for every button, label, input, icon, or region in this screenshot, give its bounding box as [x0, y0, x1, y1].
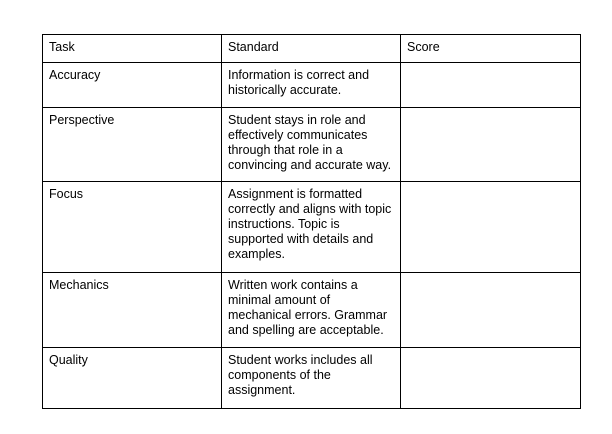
task-cell: Perspective	[43, 108, 222, 182]
score-cell	[401, 108, 581, 182]
score-cell	[401, 348, 581, 409]
standard-cell: Written work contains a minimal amount of mechanical errors. Grammar and spelling are acceptable.	[222, 273, 401, 348]
score-cell	[401, 273, 581, 348]
task-cell: Accuracy	[43, 63, 222, 108]
table-header-row	[43, 35, 581, 63]
task-cell: Mechanics	[43, 273, 222, 348]
header-standard: Standard	[222, 35, 401, 63]
table-row	[43, 348, 581, 409]
table-row	[43, 273, 581, 348]
table-row	[43, 182, 581, 273]
score-cell	[401, 182, 581, 273]
header-score: Score	[401, 35, 581, 63]
task-cell: Quality	[43, 348, 222, 409]
standard-cell: Information is correct and historically accurate.	[222, 63, 401, 108]
task-cell: Focus	[43, 182, 222, 273]
rubric-table	[42, 34, 581, 409]
header-task: Task	[43, 35, 222, 63]
standard-cell: Assignment is formatted correctly and aligns with topic instructions. Topic is supported with details and examples.	[222, 182, 401, 273]
score-cell	[401, 63, 581, 108]
standard-cell: Student stays in role and effectively communicates through that role in a convincing and accurate way.	[222, 108, 401, 182]
standard-cell: Student works includes all components of the assignment.	[222, 348, 401, 409]
table-row	[43, 63, 581, 108]
table-row	[43, 108, 581, 182]
